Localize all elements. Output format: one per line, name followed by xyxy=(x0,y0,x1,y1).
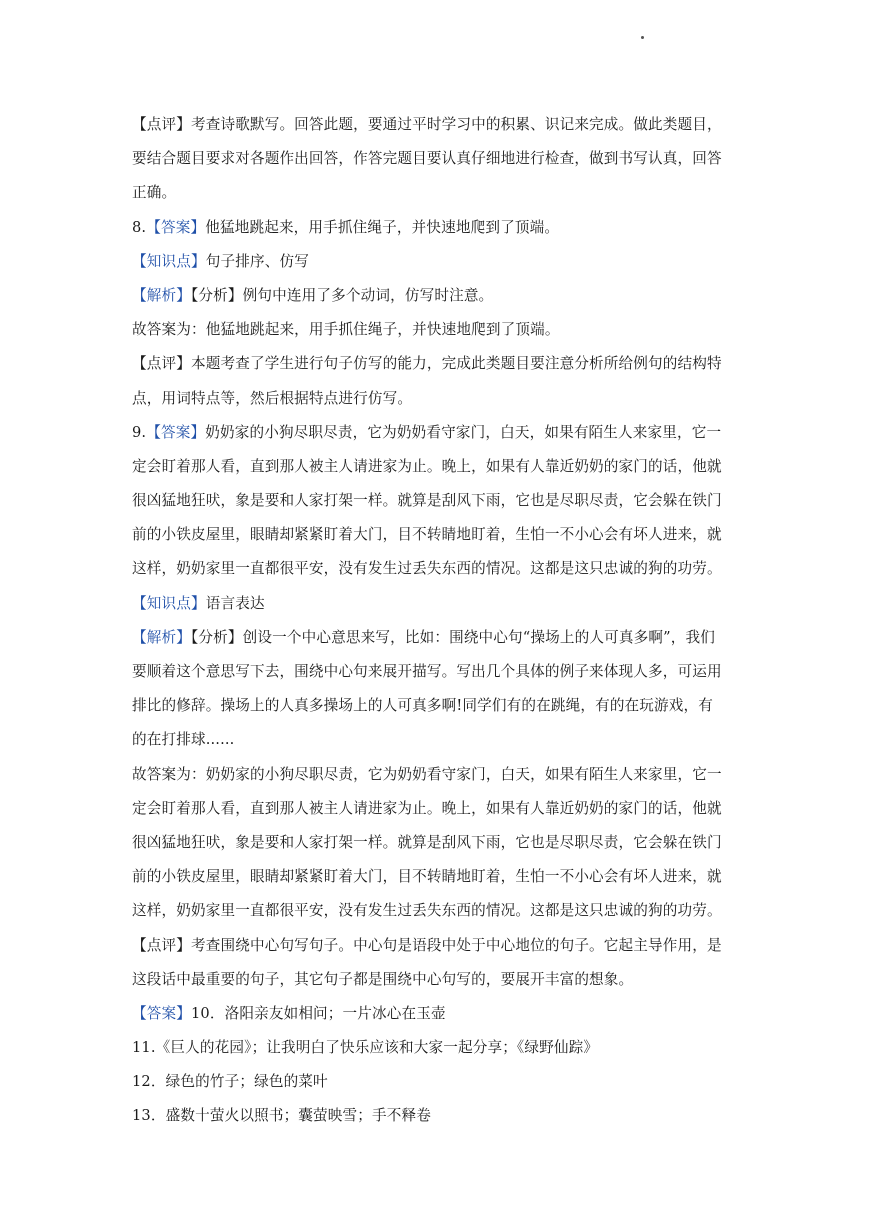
section-tag: 【知识点】 xyxy=(132,594,206,612)
section-tag: 【知识点】 xyxy=(132,252,206,270)
text-line xyxy=(132,552,742,586)
line-text: 故答案为：他猛地跳起来，用手抓住绳子，并快速地爬到了顶端。 xyxy=(132,321,560,339)
text-line xyxy=(132,142,742,176)
line-text: 正确。 xyxy=(132,184,177,202)
text-line xyxy=(132,621,742,655)
text-line xyxy=(132,655,742,689)
text-line xyxy=(132,1065,742,1099)
text-line xyxy=(132,450,742,484)
text-line xyxy=(132,382,742,416)
line-text: 这段话中最重要的句子，其它句子都是围绕中心句写的，要展开丰富的想象。 xyxy=(132,970,634,988)
line-text: 这样，奶奶家里一直都很平安，没有发生过丢失东西的情况。这都是这只忠诚的狗的功劳。 xyxy=(132,902,722,920)
text-line xyxy=(132,860,742,894)
line-text: 11.《巨人的花园》；让我明白了快乐应该和大家一起分享；《绿野仙踪》 xyxy=(132,1039,599,1057)
line-text: 12．绿色的竹子；绿色的菜叶 xyxy=(132,1073,328,1091)
text-line xyxy=(132,1031,742,1065)
text-line xyxy=(132,347,742,381)
text-line xyxy=(132,211,742,245)
line-text: 13．盛数十萤火以照书；囊萤映雪；手不释卷 xyxy=(132,1107,432,1125)
line-text: 排比的修辞。操场上的人真多操场上的人可真多啊!同学们有的在跳绳，有的在玩游戏，有 xyxy=(132,697,714,715)
line-text: 语言表达 xyxy=(205,594,265,612)
line-text: 很凶猛地狂吠，象是要和人家打架一样。就算是刮风下雨，它也是尽职尽责，它会躲在铁门 xyxy=(132,833,722,851)
line-text: 【点评】考查诗歌默写。回答此题，要通过平时学习中的积累、识记来完成。做此类题目， xyxy=(132,116,722,133)
text-line xyxy=(132,963,742,997)
text-line xyxy=(132,279,742,313)
line-text: 定会盯着那人看，直到那人被主人请进家为止。晚上，如果有人靠近奶奶的家门的话，他就 xyxy=(132,799,722,817)
text-line xyxy=(132,997,742,1031)
text-line xyxy=(132,826,742,860)
text-line xyxy=(132,1099,742,1133)
line-text: 前的小铁皮屋里，眼睛却紧紧盯着大门，目不转睛地盯着，生怕一不小心会有坏人进来，就 xyxy=(132,526,722,544)
page-corner-dot xyxy=(641,36,644,39)
text-line xyxy=(132,894,742,928)
line-text: 前的小铁皮屋里，眼睛却紧紧盯着大门，目不转睛地盯着，生怕一不小心会有坏人进来，就 xyxy=(132,868,722,886)
line-text: 【分析】例句中连用了多个动词，仿写时注意。 xyxy=(190,286,494,304)
line-text: 句子排序、仿写 xyxy=(205,252,309,270)
text-line xyxy=(132,792,742,826)
text-line xyxy=(132,518,742,552)
line-text: 他猛地跳起来，用手抓住绳子，并快速地爬到了顶端。 xyxy=(205,218,560,236)
text-line xyxy=(132,723,742,757)
line-text: 【分析】创设一个中心意思来写，比如：围绕中心句“操场上的人可真多啊”，我们 xyxy=(190,628,715,646)
line-text: 故答案为：奶奶家的小狗尽职尽责，它为奶奶看守家门，白天，如果有陌生人来家里，它一 xyxy=(132,765,722,783)
line-text: 定会盯着那人看，直到那人被主人请进家为止。晚上，如果有人靠近奶奶的家门的话，他就 xyxy=(132,457,722,475)
text-line xyxy=(132,245,742,279)
line-text: 奶奶家的小狗尽职尽责，它为奶奶看守家门，白天，如果有陌生人来家里，它一 xyxy=(205,423,722,441)
text-line xyxy=(132,313,742,347)
section-tag: 【解析】 xyxy=(132,628,191,646)
line-text: 这样，奶奶家里一直都很平安，没有发生过丢失东西的情况。这都是这只忠诚的狗的功劳。 xyxy=(132,560,722,578)
text-line xyxy=(132,758,742,792)
text-line xyxy=(132,416,742,450)
text-line xyxy=(132,689,742,723)
line-text: 【点评】本题考查了学生进行句子仿写的能力，完成此类题目要注意分析所给例句的结构特 xyxy=(132,355,722,373)
line-text: 10．洛阳亲友如相问；一片冰心在玉壶 xyxy=(190,1004,446,1022)
section-tag: 【答案】 xyxy=(146,423,206,441)
text-line xyxy=(132,929,742,963)
line-text: 9. xyxy=(132,423,147,441)
line-text: 要结合题目要求对各题作出回答，作答完题目要认真仔细地进行检查，做到书写认真，回答 xyxy=(132,150,722,168)
line-text: 点，用词特点等，然后根据特点进行仿写。 xyxy=(132,389,413,407)
line-text: 【点评】考查围绕中心句写句子。中心句是语段中处于中心地位的句子。它起主导作用，是 xyxy=(132,936,722,954)
section-tag: 【解析】 xyxy=(132,286,191,304)
answer-document-body xyxy=(132,108,742,1134)
text-line xyxy=(132,587,742,621)
section-tag: 【答案】 xyxy=(146,218,206,236)
line-text: 很凶猛地狂吠，象是要和人家打架一样。就算是刮风下雨，它也是尽职尽责，它会躲在铁门 xyxy=(132,492,722,510)
line-text: 的在打排球...... xyxy=(132,731,235,749)
text-line xyxy=(132,108,742,142)
text-line xyxy=(132,176,742,210)
text-line xyxy=(132,484,742,518)
section-tag: 【答案】 xyxy=(132,1004,191,1022)
line-text: 要顺着这个意思写下去，围绕中心句来展开描写。写出几个具体的例子来体现人多，可运用 xyxy=(132,663,722,680)
line-text: 8. xyxy=(132,218,147,236)
